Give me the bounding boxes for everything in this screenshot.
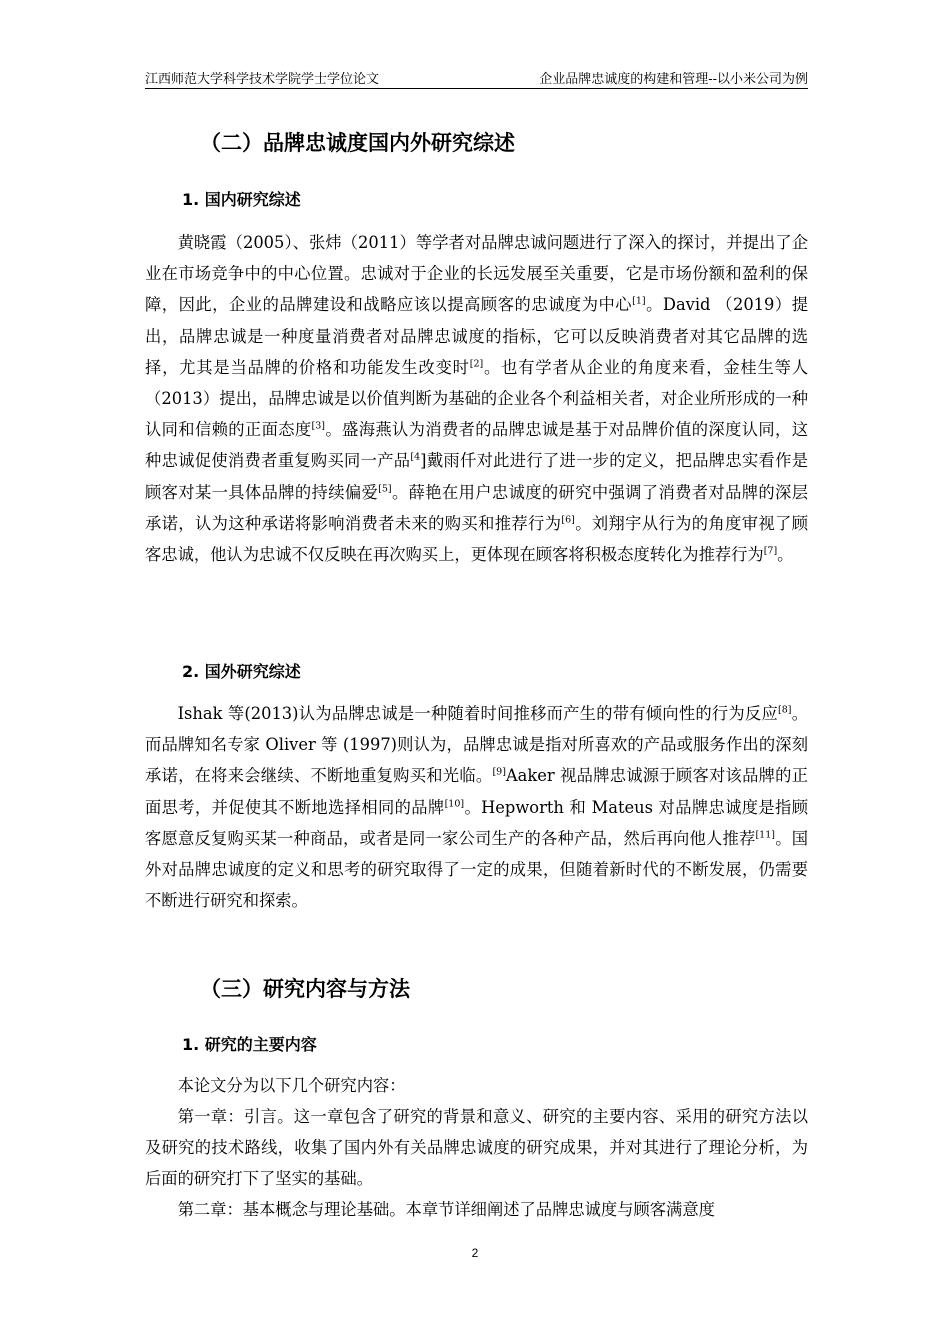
citation-marker: [9]	[492, 766, 506, 778]
page-header	[145, 68, 808, 89]
citation-marker: [2]	[469, 358, 484, 370]
paragraph-domestic-review: 黄晓霞（2005）、张炜（2011）等学者对品牌忠诚问题进行了深入的探讨，并提出了企业在市场竞争中的中心位置。忠诚对于企业的长远发展至关重要，它是市场份额和盈利的保障，因此，企业的品牌建设和战略应该以提高顾客的忠诚度为中心[1]。David （2019）提出，品牌忠诚是一种度量消费者对品牌忠诚度的指标，它可以反映消费者对其它品牌的选择，尤其是当品牌的价格和功能发生改变时[2]。也有学者从企业的角度来看，金桂生等人（2013）提出，品牌忠诚是以价值判断为基础的企业各个利益相关者，对企业所形成的一种认同和信赖的正面态度[3]。盛海燕认为消费者的品牌忠诚是基于对品牌价值的深度认同，这种忠诚促使消费者重复购买同一产品$^{[4}$]戴雨仟对此进行了进一步的定义，把品牌忠实看作是顾客对某一具体品牌的持续偏爱[5]。薛艳在用户忠诚度的研究中强调了消费者对品牌的深层承诺，认为这种承诺将影响消费者未来的购买和推荐行为[6]。刘翔宇从行为的角度审视了顾客忠诚，他认为忠诚不仅反映在再次购买上，更体现在顾客将积极态度转化为推荐行为[7]。	[145, 233, 808, 565]
paragraph-chapter-two: 第二章：基本概念与理论基础。本章节详细阐述了品牌忠诚度与顾客满意度	[177, 1200, 715, 1219]
citation-marker: [4	[410, 452, 421, 463]
citation-marker: [10]	[444, 798, 465, 810]
paragraph-chapter-one: 第一章：引言。这一章包含了研究的背景和意义、研究的主要内容、采用的研究方法以及研究的技术路线，收集了国内外有关品牌忠诚度的研究成果，并对其进行了理论分析，为后面的研究打下了坚实的基础。	[145, 1107, 808, 1189]
citation-marker: [3]	[311, 420, 326, 432]
citation-marker: [5]	[378, 483, 392, 495]
header-thesis-title: 企业品牌忠诚度的构建和管理--以小米公司为例	[539, 72, 808, 87]
citation-marker: [1]	[632, 295, 646, 307]
subsection-title-foreign: 2. 国外研究综述	[182, 662, 301, 681]
citation-marker: [11]	[755, 829, 775, 841]
citation-marker: [8]	[777, 704, 792, 716]
paragraph-intro-list: 本论文分为以下几个研究内容：	[177, 1076, 406, 1095]
subsection-title-main-content: 1. 研究的主要内容	[182, 1035, 317, 1054]
page-number: 2	[471, 1246, 479, 1260]
citation-marker: [6]	[561, 514, 575, 526]
section-title-content-method: （三）研究内容与方法	[200, 977, 410, 1001]
paragraph-foreign-review: Ishak 等(2013)认为品牌忠诚是一种随着时间推移而产生的带有倾向性的行为反应[8]。而品牌知名专家 Oliver 等 (1997)则认为，品牌忠诚是指对所喜欢的产品或服务作出的深刻承诺，在将来会继续、不断地重复购买和光临。[9]Aaker 视品牌忠诚源于顾客对该品牌的正面思考，并促使其不断地选择相同的品牌[10]。Hepworth 和 Mateus 对品牌忠诚度是指顾客愿意反复购买某一种商品，或者是同一家公司生产的各种产品，然后再向他人推荐[11]。国外对品牌忠诚度的定义和思考的研究取得了一定的成果，但随着新时代的不断发展，仍需要不断进行研究和探索。	[145, 704, 808, 911]
citation-marker: [7]	[763, 545, 778, 557]
section-title-literature-review: （二）品牌忠诚度国内外研究综述	[200, 131, 515, 155]
header-thesis-label: 江西师范大学科学技术学院学士学位论文	[145, 72, 380, 87]
subsection-title-domestic: 1. 国内研究综述	[182, 190, 301, 209]
